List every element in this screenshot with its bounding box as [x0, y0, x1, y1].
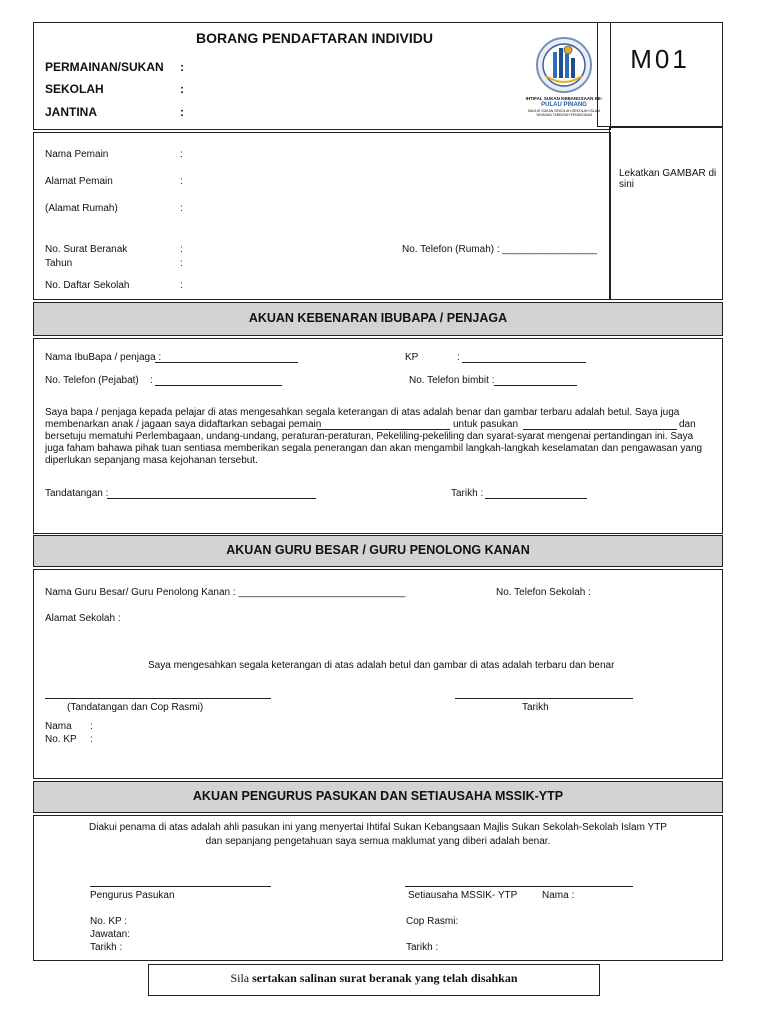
parent-office-phone-sep: :: [150, 375, 153, 386]
footer-note-prefix: Sila: [230, 971, 253, 985]
manager-date-label: Tarikh :: [90, 942, 123, 953]
parent-para-line2b: untuk pasukan: [453, 419, 519, 430]
parent-para-line2c: dan: [679, 419, 696, 430]
parent-kp-sep: :: [457, 352, 460, 363]
field-sport-sep: :: [180, 60, 184, 74]
player-name-label: Nama Pemain: [45, 149, 109, 160]
headmaster-declaration: Saya mengesahkan segala keterangan di atas adalah betul dan gambar di atas adalah terbaru dan benar: [148, 660, 615, 671]
player-school-reg-label: No. Daftar Sekolah: [45, 280, 130, 291]
parent-section-heading: AKUAN KEBENARAN IBUBAPA / PENJAGA: [33, 302, 723, 336]
player-school-reg-sep: :: [180, 280, 183, 291]
manager-section-heading: AKUAN PENGURUS PASUKAN DAN SETIAUSAHA MSSIK-YTP: [33, 781, 723, 813]
footer-note: [148, 971, 600, 986]
player-birth-cert-sep: :: [180, 244, 183, 255]
player-year-sep: :: [180, 258, 183, 269]
headmaster-date-caption: Tarikh: [522, 702, 549, 713]
logo-line4: YAYASAN TARBIYAH PENDIDIKAN: [535, 113, 592, 117]
headmaster-address-label: Alamat Sekolah :: [45, 613, 121, 624]
parent-signature-line[interactable]: [107, 498, 316, 499]
parent-date-label: Tarikh :: [451, 488, 484, 499]
parent-kp-label: KP: [405, 352, 419, 363]
manager-kp-label: No. KP :: [90, 916, 128, 927]
secretary-caption: Setiausaha MSSIK- YTP: [408, 890, 518, 901]
field-gender-sep: :: [180, 105, 184, 119]
player-address-sep: :: [180, 176, 183, 187]
parent-office-phone-line[interactable]: [155, 385, 282, 386]
logo-line1: IHTIFAL SUKAN KEBANGSAAN KE-: [525, 96, 603, 101]
parent-signature-label: Tandatangan :: [45, 488, 109, 499]
manager-position-label: Jawatan:: [90, 929, 131, 940]
parent-para-line1: Saya bapa / penjaga kepada pelajar di atas mengesahkan segala keterangan di atas adalah benar dan gambar terbaru adalah betul. Saya juga: [45, 407, 680, 418]
headmaster-sig-kp-label: No. KP: [45, 734, 77, 745]
player-home-address-sep: :: [180, 203, 183, 214]
parent-date-line[interactable]: [485, 498, 587, 499]
player-birth-cert-label: No. Surat Beranak: [45, 244, 128, 255]
parent-player-line[interactable]: [317, 429, 450, 430]
headmaster-signature-line[interactable]: [45, 698, 271, 699]
secretary-name-label: Nama :: [542, 890, 575, 901]
headmaster-sig-kp-sep: :: [90, 734, 93, 745]
secretary-date-label: Tarikh :: [406, 942, 439, 953]
field-school-label: SEKOLAH: [45, 82, 104, 96]
footer-note-text: sertakan salinan surat beranak yang telah disahkan: [252, 971, 518, 985]
secretary-signature-line[interactable]: [405, 886, 633, 887]
parent-para-line4: juga faham bahawa pihak tuan sentiasa memberikan segala penerangan dan akan mengambil langkah-langkah keselamatan dan pengawasan yang: [45, 443, 703, 454]
field-gender-label: JANTINA: [45, 105, 98, 119]
player-year-label: Tahun: [45, 258, 73, 269]
parent-office-phone-label: No. Telefon (Pejabat): [45, 375, 139, 386]
parent-name-label: Nama IbuBapa / penjaga :: [45, 352, 162, 363]
headmaster-date-line[interactable]: [455, 698, 633, 699]
logo-line3: MAJLIS SUKAN SEKOLAH-SEKOLAH ISLAM: [528, 109, 600, 113]
player-home-phone-label: No. Telefon (Rumah) : _________________: [402, 244, 597, 255]
manager-declaration-line2: dan sepanjang pengetahuan saya semua maklumat yang diberi adalah benar.: [205, 836, 551, 847]
parent-mobile-label: No. Telefon bimbit :: [409, 375, 495, 386]
logo-line2: PULAU PINANG: [541, 102, 587, 108]
parent-para-line5: diperlukan sepanjang masa kejohanan tersebut.: [45, 455, 258, 466]
headmaster-name-label: Nama Guru Besar/ Guru Penolong Kanan : ______________________________: [45, 587, 406, 598]
parent-mobile-line[interactable]: [494, 385, 577, 386]
player-info-box: [33, 132, 611, 300]
player-name-sep: :: [180, 149, 183, 160]
form-code: M01: [630, 44, 690, 74]
parent-para-line2a: membenarkan anak / jagaan saya didaftarkan sebagai pemain: [45, 419, 322, 430]
player-address-label: Alamat Pemain: [45, 176, 113, 187]
photo-box: [609, 127, 723, 300]
field-school-sep: :: [180, 82, 184, 96]
headmaster-sig-name-label: Nama: [45, 721, 72, 732]
photo-placeholder-text: Lekatkan GAMBAR di sini: [619, 168, 717, 190]
headmaster-sig-name-sep: :: [90, 721, 93, 732]
headmaster-phone-label: No. Telefon Sekolah :: [496, 587, 591, 598]
field-sport-label: PERMAINAN/SUKAN: [45, 60, 164, 74]
manager-signature-line[interactable]: [90, 886, 271, 887]
form-title: BORANG PENDAFTARAN INDIVIDU: [196, 30, 433, 46]
secretary-stamp-label: Cop Rasmi:: [406, 916, 459, 927]
manager-caption: Pengurus Pasukan: [90, 890, 175, 901]
headmaster-section-box: [33, 569, 723, 779]
parent-kp-line[interactable]: [462, 362, 586, 363]
parent-name-line[interactable]: [155, 362, 298, 363]
headmaster-section-heading: AKUAN GURU BESAR / GURU PENOLONG KANAN: [33, 535, 723, 567]
mssik-logo-icon: [534, 36, 594, 94]
parent-team-line[interactable]: [523, 429, 677, 430]
player-home-address-label: (Alamat Rumah): [45, 203, 118, 214]
parent-para-line3: bersetuju mematuhi Perlembagaan, undang-undang, peraturan-peraturan, Pekeliling-pekeliling dan syarat-syarat mengenai pertandingan ini. Saya: [45, 431, 694, 442]
manager-declaration-line1: Diakui penama di atas adalah ahli pasukan ini yang menyertai Ihtifal Sukan Kebangsaan Majlis Sukan Sekolah-Sekolah Islam YTP: [89, 822, 667, 833]
headmaster-signature-caption: (Tandatangan dan Cop Rasmi): [67, 702, 204, 713]
